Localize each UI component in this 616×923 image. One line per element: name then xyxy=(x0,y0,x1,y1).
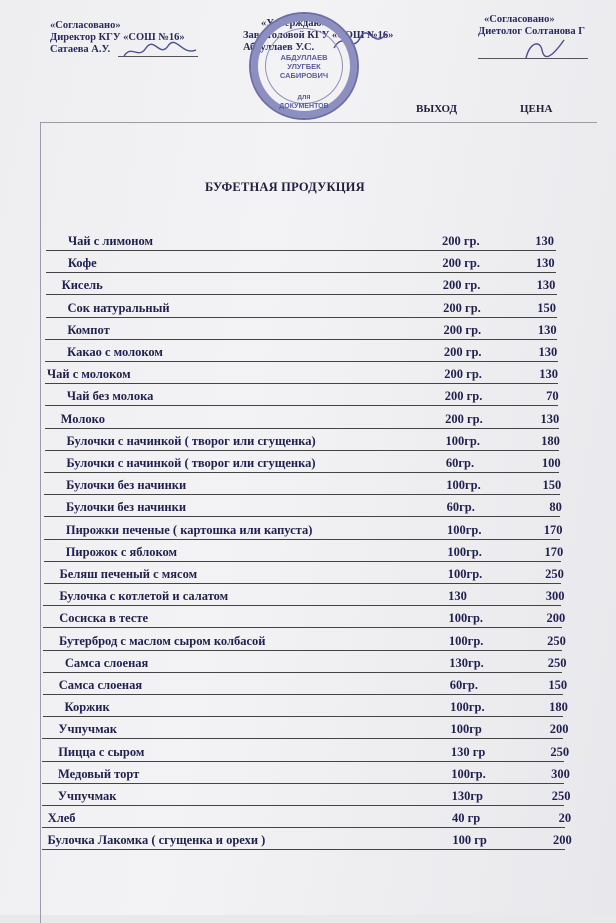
menu-item-row xyxy=(44,474,562,495)
menu-item-name: Молоко xyxy=(60,411,105,426)
menu-item-name: Пирожок с яблоком xyxy=(65,544,178,559)
menu-item-output: 60гр. xyxy=(445,456,475,470)
menu-item-output: 100гр. xyxy=(446,522,482,537)
menu-item-name: Булочки без начинки xyxy=(66,500,187,515)
director-title: Директор КГУ «СОШ №16» xyxy=(50,32,185,43)
menu-item-price: 100 xyxy=(541,456,561,470)
director-signature xyxy=(120,40,200,62)
menu-item-output: 200 гр. xyxy=(443,345,482,359)
menu-item-name: Кофе xyxy=(67,256,97,271)
menu-item-output: 200 гр. xyxy=(442,278,481,293)
director-name: Сатаева А.У. xyxy=(50,44,111,55)
menu-item-output: 200 гр. xyxy=(443,322,482,337)
menu-item-price: 170 xyxy=(543,522,563,537)
menu-item-name: Самса слоеная xyxy=(64,655,149,670)
menu-item-output: 100гр. xyxy=(445,433,480,448)
canteen-head-title: Зав.столовой КГУ «СОШ №16» xyxy=(243,30,394,41)
canteen-head-name: Абдуллаев У.С. xyxy=(243,42,315,53)
menu-item-price: 200 xyxy=(549,722,569,737)
dietitian-title: Диетолог Солтанова Г xyxy=(478,26,585,37)
menu-item-output: 200 гр. xyxy=(444,389,483,404)
menu-item-price: 150 xyxy=(548,678,568,692)
menu-item-row xyxy=(42,807,572,828)
header-approval-dietitian xyxy=(478,14,585,38)
menu-item-row xyxy=(43,674,568,695)
menu-item-price: 300 xyxy=(545,589,565,604)
menu-item-row xyxy=(45,430,559,451)
menu-item-name: Чай без молока xyxy=(66,389,154,404)
stamp-patronymic: САБИРОВИЧ xyxy=(279,70,329,80)
column-header-output: ВЫХОД xyxy=(416,103,458,115)
menu-item-output: 60гр. xyxy=(449,678,478,692)
menu-item-price: 180 xyxy=(541,433,560,448)
menu-item-name: Учпучмак xyxy=(57,789,117,803)
menu-item-output: 100 гр xyxy=(452,833,487,848)
menu-item-price: 180 xyxy=(549,700,568,715)
menu-item-row xyxy=(46,230,556,251)
menu-item-row xyxy=(45,363,558,384)
menu-item-name: Булочка с котлетой и салатом xyxy=(59,589,229,604)
menu-item-row xyxy=(45,319,557,340)
menu-item-row xyxy=(43,630,566,651)
menu-item-price: 130 xyxy=(535,234,554,248)
menu-title: БУФЕТНАЯ ПРОДУКЦИЯ xyxy=(205,180,365,194)
menu-item-row xyxy=(44,541,564,562)
menu-item-name: Булочки с начинкой ( творог или сгущенка) xyxy=(66,433,316,448)
menu-item-price: 250 xyxy=(551,789,571,803)
menu-item-row xyxy=(42,829,572,850)
stamp-center xyxy=(265,28,343,104)
menu-item-output: 100гр xyxy=(450,722,482,737)
menu-item-row xyxy=(44,496,560,517)
menu-item-output: 100гр. xyxy=(450,700,485,715)
menu-item-price: 80 xyxy=(549,500,562,515)
menu-item-price: 130 xyxy=(539,367,558,382)
menu-item-name: Какао с молоком xyxy=(67,345,163,359)
stamp-bottom-small: для xyxy=(297,94,311,101)
menu-item-output: 200 гр. xyxy=(445,411,483,426)
menu-item-row xyxy=(46,297,557,318)
menu-item-output: 60гр. xyxy=(446,500,475,515)
menu-item-row xyxy=(45,341,557,362)
menu-item-row xyxy=(46,252,556,273)
official-stamp xyxy=(249,12,359,120)
menu-item-output: 130 гр xyxy=(450,744,486,759)
menu-item-row xyxy=(42,763,570,784)
menu-item-row xyxy=(44,519,563,540)
menu-item-name: Бутерброд с маслом сыром колбасой xyxy=(59,633,266,648)
menu-item-name: Самса слоеная xyxy=(58,678,143,692)
menu-item-name: Хлеб xyxy=(47,811,76,826)
approve-label: «Утверждаю» xyxy=(261,18,327,29)
menu-item-row xyxy=(45,385,558,406)
menu-item-output: 130 xyxy=(448,589,467,604)
menu-item-name: Учпучмак xyxy=(58,722,117,737)
menu-item-row xyxy=(43,585,565,606)
menu-item-name: Булочки без начинки xyxy=(66,478,187,493)
menu-item-output: 200 гр. xyxy=(443,300,481,315)
menu-item-row xyxy=(45,408,559,429)
menu-item-price: 150 xyxy=(537,300,556,315)
menu-item-output: 130гр. xyxy=(449,655,484,670)
menu-item-output: 40 гр xyxy=(452,811,481,826)
menu-item-price: 130 xyxy=(537,322,557,337)
approval-label: «Согласовано» xyxy=(50,20,121,31)
menu-item-row xyxy=(42,785,571,806)
menu-item-name: Беляш печеный с мясом xyxy=(59,567,198,581)
menu-item-name: Медовый торт xyxy=(58,766,140,781)
menu-item-row xyxy=(44,563,564,584)
menu-item-output: 200 гр. xyxy=(442,256,481,271)
menu-item-name: Булочка Лакомка ( сгущенка и орехи ) xyxy=(47,833,266,848)
column-header-price: ЦЕНА xyxy=(520,103,553,115)
dietitian-signature xyxy=(520,36,570,62)
stamp-surname: АБДУЛЛАЕВ xyxy=(280,52,328,62)
menu-item-name: Компот xyxy=(67,322,110,337)
menu-item-output: 200 гр. xyxy=(442,234,480,248)
menu-item-name: Булочки с начинкой ( творог или сгущенка) xyxy=(66,456,316,470)
menu-item-name: Сосиска в тесте xyxy=(59,611,149,626)
menu-item-name: Коржик xyxy=(64,700,110,715)
menu-item-name: Пирожки печеные ( картошка или капуста) xyxy=(65,522,313,537)
menu-item-row xyxy=(43,607,566,628)
menu-item-output: 100гр. xyxy=(448,611,484,626)
menu-item-row xyxy=(43,652,567,673)
menu-item-row xyxy=(43,696,568,717)
menu-item-price: 250 xyxy=(547,655,567,670)
menu-item-price: 150 xyxy=(542,478,562,493)
menu-item-name: Чай с молоком xyxy=(47,367,131,382)
menu-item-price: 130 xyxy=(536,278,556,293)
menu-item-output: 100гр. xyxy=(451,766,486,781)
menu-item-output: 100гр. xyxy=(448,633,484,648)
menu-item-name: Сок натуральный xyxy=(67,300,170,315)
menu-item-price: 130 xyxy=(538,345,558,359)
menu-item-row xyxy=(44,452,559,473)
menu-item-output: 100гр. xyxy=(447,567,483,581)
menu-item-output: 100гр. xyxy=(447,544,482,559)
menu-item-price: 70 xyxy=(546,389,559,404)
stamp-bottom-text: ДОКУМЕНТОВ xyxy=(279,103,329,110)
menu-item-row xyxy=(42,741,570,762)
menu-item-price: 200 xyxy=(553,833,572,848)
menu-item-price: 20 xyxy=(558,811,572,826)
menu-item-price: 250 xyxy=(547,633,566,648)
menu-item-price: 250 xyxy=(550,744,570,759)
menu-item-price: 130 xyxy=(535,256,555,271)
menu-item-name: Пицца с сыром xyxy=(58,744,145,759)
stamp-name: УЛУГБЕК xyxy=(287,61,321,71)
dietitian-approval-label: «Согласовано» xyxy=(484,14,555,25)
menu-item-row xyxy=(42,718,569,739)
menu-item-output: 130гр xyxy=(451,789,484,803)
menu-item-price: 200 xyxy=(546,611,566,626)
menu-item-price: 130 xyxy=(540,411,560,426)
menu-item-price: 170 xyxy=(544,544,564,559)
menu-item-name: Чай с лимоном xyxy=(68,234,153,248)
menu-item-row xyxy=(46,274,557,295)
menu-item-output: 200 гр. xyxy=(444,367,482,382)
menu-item-output: 100гр. xyxy=(446,478,481,493)
menu-item-name: Кисель xyxy=(61,278,103,293)
menu-item-price: 250 xyxy=(545,567,564,581)
menu-item-price: 300 xyxy=(551,766,570,781)
